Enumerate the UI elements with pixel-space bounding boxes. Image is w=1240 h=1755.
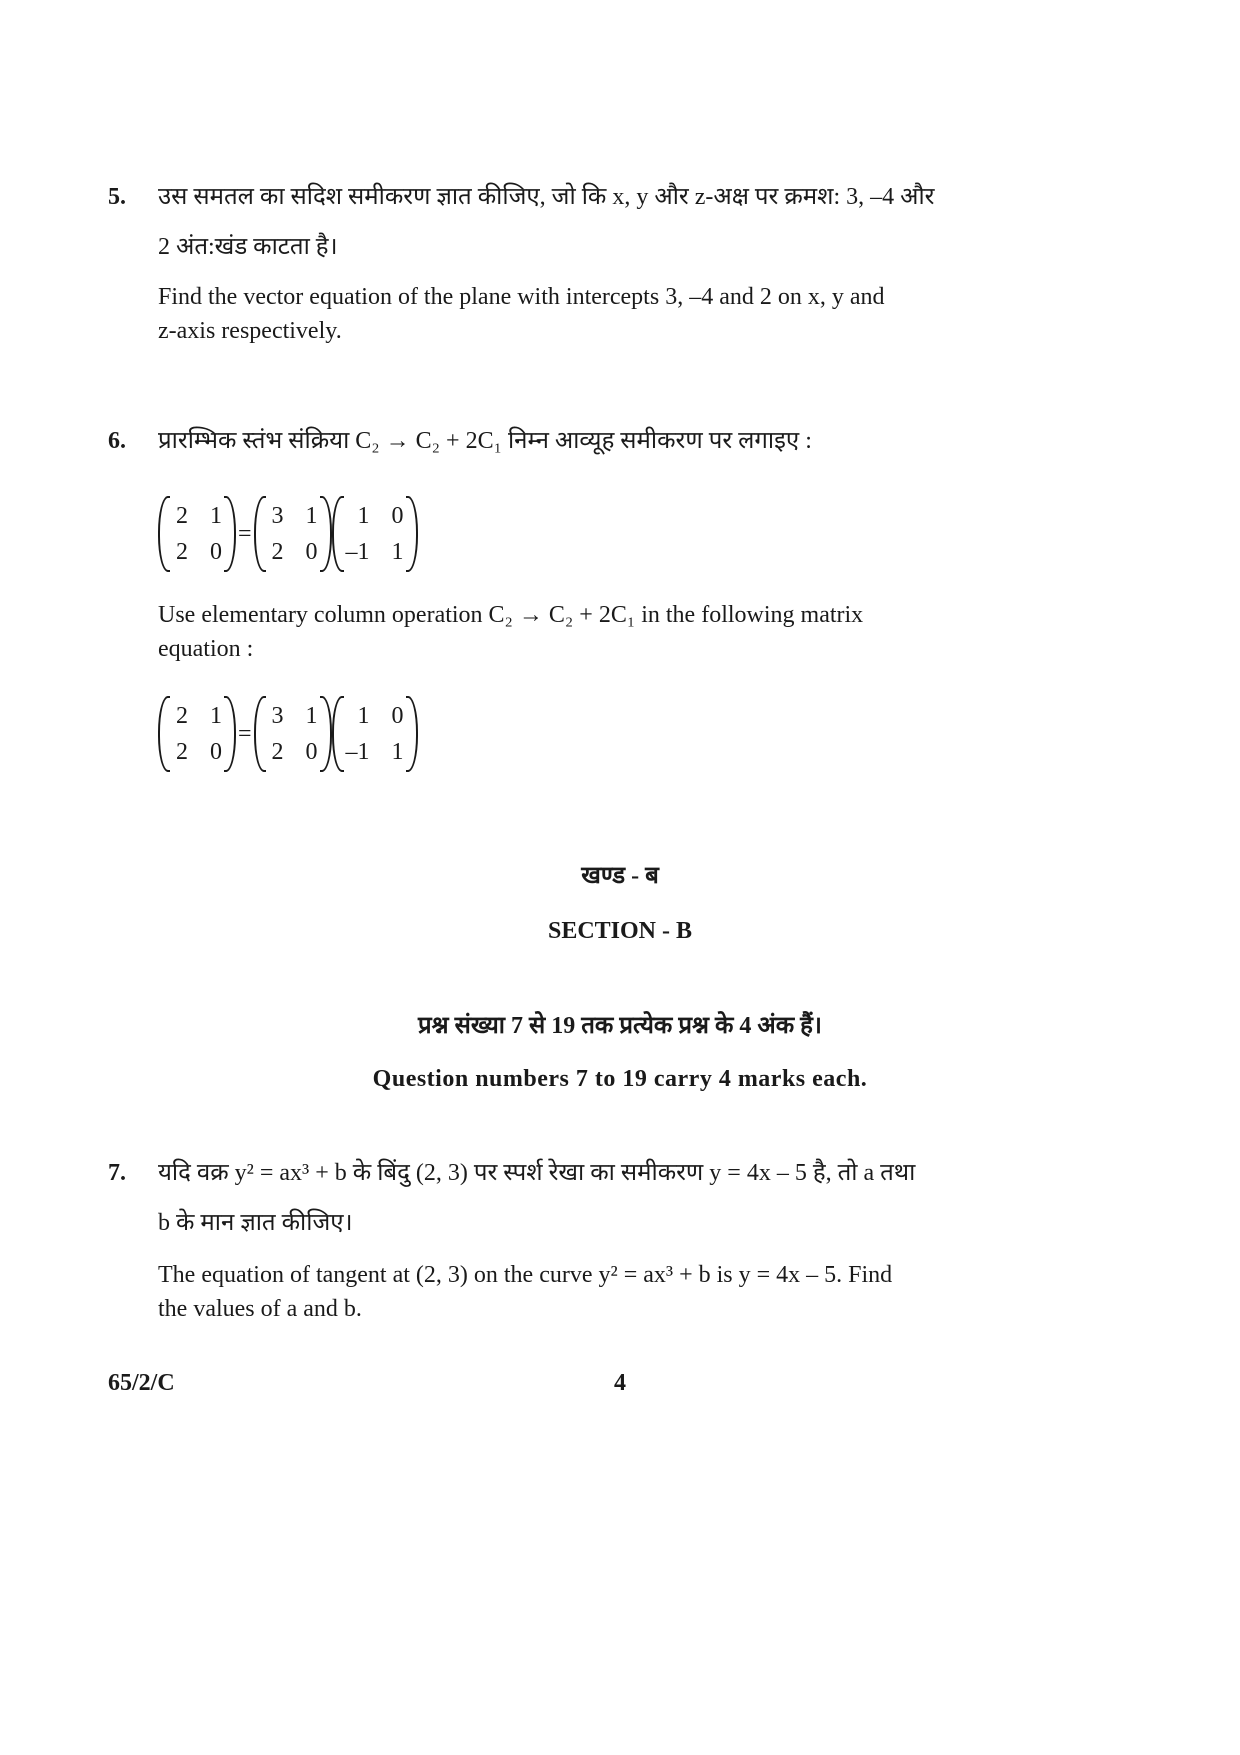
paper-code: 65/2/C bbox=[108, 1370, 175, 1396]
question-5-english-line1: Find the vector equation of the plane with intercepts 3, –4 and 2 on x, y and bbox=[158, 284, 885, 310]
section-title-english: SECTION - B bbox=[547, 918, 693, 944]
equals-sign: = bbox=[238, 520, 252, 547]
matrix-cell: 3 bbox=[271, 703, 284, 729]
matrix-b bbox=[254, 696, 332, 772]
question-number: 6. bbox=[108, 428, 126, 454]
matrix-cell: 0 bbox=[305, 539, 318, 565]
question-number: 7. bbox=[108, 1160, 126, 1186]
question-7-hindi-line2: b के मान ज्ञात कीजिए। bbox=[158, 1210, 353, 1236]
matrix-cell: 2 bbox=[176, 503, 188, 529]
matrix-cell: 0 bbox=[391, 503, 404, 529]
matrix-cell: 1 bbox=[305, 703, 318, 729]
question-5-english-line2: z-axis respectively. bbox=[158, 318, 342, 344]
matrix-cell: 3 bbox=[271, 503, 284, 529]
matrix-b bbox=[254, 496, 332, 572]
question-7-english bbox=[158, 1258, 1048, 1326]
matrix-cell: 0 bbox=[391, 703, 404, 729]
question-6-english-line1: Use elementary column operation C₂ → C₂ + 2C₁ in the following matrix bbox=[158, 602, 864, 628]
page-number: 4 bbox=[614, 1370, 626, 1396]
matrix-cell: –1 bbox=[345, 739, 370, 765]
question-5-hindi bbox=[158, 172, 1048, 272]
matrix-cell: 2 bbox=[176, 539, 188, 565]
matrix-c bbox=[332, 696, 418, 772]
matrix-equation-english bbox=[158, 694, 418, 774]
matrix-cell: 1 bbox=[391, 739, 404, 765]
question-number: 5. bbox=[108, 184, 126, 210]
section-note-hindi: प्रश्न संख्या 7 से 19 तक प्रत्येक प्रश्न के 4 अंक हैं। bbox=[418, 1013, 822, 1039]
section-note-english: Question numbers 7 to 19 carry 4 marks each. bbox=[372, 1066, 868, 1092]
matrix-cell: 0 bbox=[210, 739, 222, 765]
matrix-cell: –1 bbox=[345, 539, 370, 565]
matrix-cell: 1 bbox=[391, 539, 404, 565]
matrix-equation-hindi bbox=[158, 494, 418, 574]
question-5-english bbox=[158, 280, 1048, 348]
matrix-c bbox=[332, 496, 418, 572]
matrix-cell: 1 bbox=[210, 703, 222, 729]
question-5-hindi-line2: 2 अंत:खंड काटता है। bbox=[158, 234, 338, 260]
equals-sign: = bbox=[238, 720, 252, 747]
matrix-cell: 1 bbox=[305, 503, 318, 529]
matrix-cell: 1 bbox=[357, 503, 370, 529]
matrix-cell: 0 bbox=[305, 739, 318, 765]
matrix-cell: 1 bbox=[357, 703, 370, 729]
question-5-hindi-line1: उस समतल का सदिश समीकरण ज्ञात कीजिए, जो कि x, y और z-अक्ष पर क्रमश: 3, –4 और bbox=[158, 184, 935, 210]
matrix-cell: 2 bbox=[176, 739, 188, 765]
matrix-cell: 2 bbox=[271, 739, 284, 765]
section-title-hindi: खण्ड - ब bbox=[581, 863, 659, 889]
question-6-hindi: प्रारम्भिक स्तंभ संक्रिया C₂ → C₂ + 2C₁ निम्न आव्यूह समीकरण पर लगाइए : bbox=[158, 428, 812, 454]
matrix-a bbox=[158, 696, 236, 772]
matrix-a bbox=[158, 496, 236, 572]
question-7-english-line1: The equation of tangent at (2, 3) on the curve y² = ax³ + b is y = 4x – 5. Find bbox=[158, 1262, 893, 1288]
question-6-english-line2: equation : bbox=[158, 636, 254, 662]
matrix-cell: 1 bbox=[210, 503, 222, 529]
question-6-english bbox=[158, 598, 1048, 666]
matrix-cell: 2 bbox=[176, 703, 188, 729]
matrix-cell: 0 bbox=[210, 539, 222, 565]
question-7-hindi bbox=[158, 1148, 1048, 1248]
question-7-hindi-line1: यदि वक्र y² = ax³ + b के बिंदु (2, 3) पर स्पर्श रेखा का समीकरण y = 4x – 5 है, तो a तथा bbox=[158, 1160, 916, 1186]
question-7-english-line2: the values of a and b. bbox=[158, 1296, 362, 1322]
matrix-cell: 2 bbox=[271, 539, 284, 565]
